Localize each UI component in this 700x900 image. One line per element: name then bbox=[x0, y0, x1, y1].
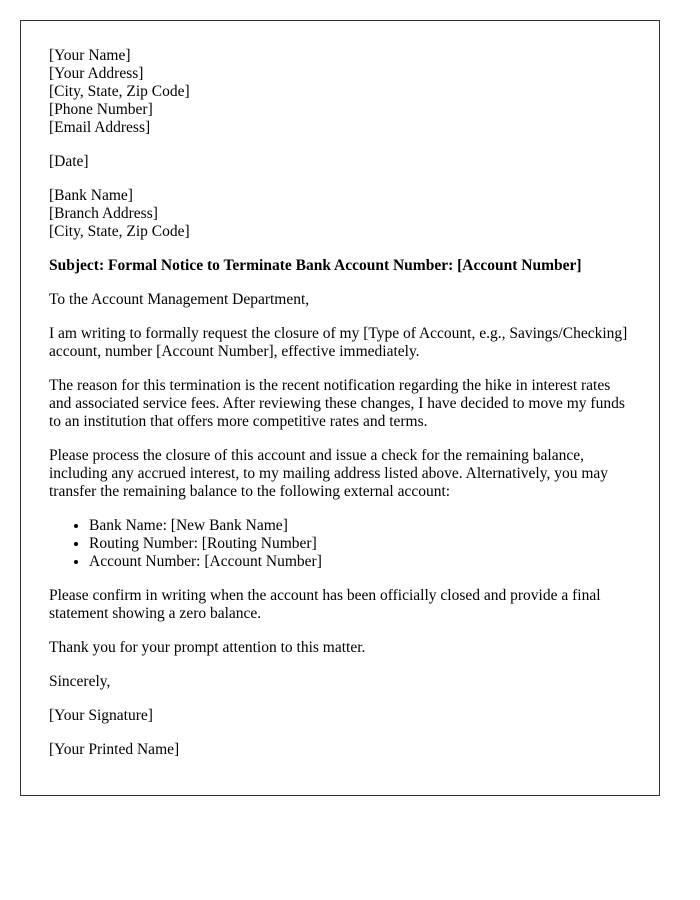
sender-phone: [Phone Number] bbox=[49, 101, 153, 118]
sender-city: [City, State, Zip Code] bbox=[49, 83, 190, 100]
paragraph-thanks: Thank you for your prompt attention to this matter. bbox=[49, 639, 366, 656]
paragraph-confirmation: Please confirm in writing when the account has been officially closed and provide a final statement showing a zero balance. bbox=[49, 587, 601, 622]
recipient-address bbox=[49, 187, 631, 241]
recipient-bank-name: [Bank Name] bbox=[49, 187, 133, 204]
list-item: • Account Number: [Account Number] bbox=[89, 553, 631, 571]
recipient-city: [City, State, Zip Code] bbox=[49, 223, 190, 240]
list-item: • Bank Name: [New Bank Name] bbox=[89, 517, 631, 535]
sender-street: [Your Address] bbox=[49, 65, 144, 82]
sender-name: [Your Name] bbox=[49, 47, 131, 64]
list-item: • Routing Number: [Routing Number] bbox=[89, 535, 631, 553]
transfer-details-list bbox=[49, 517, 631, 571]
salutation: To the Account Management Department, bbox=[49, 291, 310, 308]
sender-email: [Email Address] bbox=[49, 119, 151, 136]
sender-address bbox=[49, 47, 631, 137]
signature: [Your Signature] bbox=[49, 707, 153, 724]
printed-name: [Your Printed Name] bbox=[49, 741, 180, 758]
paragraph-instructions: Please process the closure of this account and issue a check for the remaining balance, including any accrued interest, to my mailing address listed above. Alternatively, you may transfer the remaining balance to the following external account: bbox=[49, 447, 608, 500]
letter-document bbox=[20, 20, 660, 796]
paragraph-reason: The reason for this termination is the recent notification regarding the hike in interest rates and associated service fees. After reviewing these changes, I have decided to move my funds to an institution that offers more competitive rates and terms. bbox=[49, 377, 625, 430]
subject-line: Subject: Formal Notice to Terminate Bank Account Number: [Account Number] bbox=[49, 257, 582, 274]
paragraph-request: I am writing to formally request the closure of my [Type of Account, e.g., Savings/Checking] account, number [Account Number], effective immediately. bbox=[49, 325, 628, 360]
letter-date: [Date] bbox=[49, 153, 89, 170]
recipient-branch: [Branch Address] bbox=[49, 205, 158, 222]
valediction: Sincerely, bbox=[49, 673, 111, 690]
